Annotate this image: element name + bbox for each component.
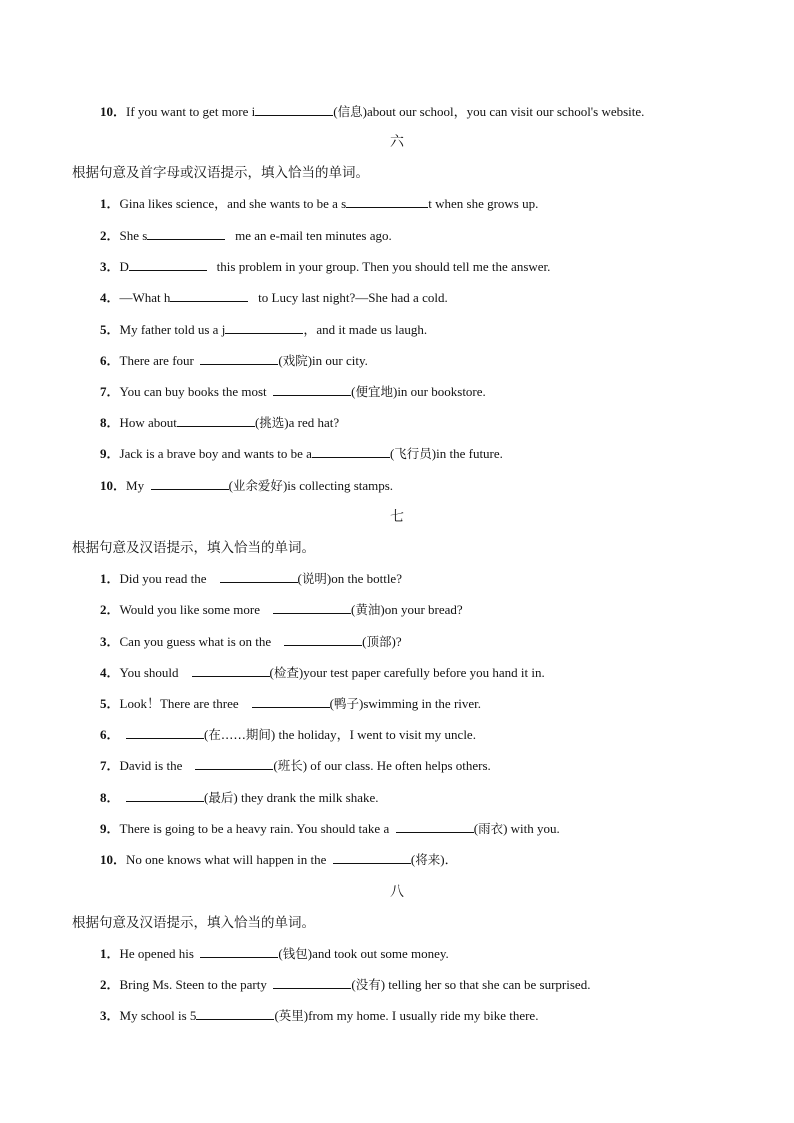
exercise-item: [100, 570, 402, 587]
exercise-item: [100, 945, 449, 962]
chinese-hint: 便宜地: [355, 384, 393, 399]
exercise-item: [100, 289, 448, 306]
exercise-item: [100, 103, 644, 120]
sentence-text: )is collecting stamps.: [282, 478, 394, 493]
sentence-text: There are four: [119, 353, 201, 368]
chinese-hint: 检查: [273, 665, 299, 680]
sentence-text: this problem in your group. Then you should tell me the answer.: [206, 259, 551, 274]
sentence-text: )on the bottle?: [326, 571, 402, 586]
answer-blank[interactable]: [126, 726, 204, 739]
item-number: 5．: [100, 322, 120, 337]
sentence-text: ) of our class. He often helps others.: [302, 758, 491, 773]
sentence-text: There is going to be a heavy rain. You should take a: [119, 821, 396, 836]
sentence-text: )about our school，you can visit our school's website.: [362, 104, 645, 119]
answer-blank[interactable]: [196, 1007, 274, 1020]
chinese-hint: 最后: [208, 790, 234, 805]
section-instruction: 根据句意及汉语提示，填入恰当的单词。: [72, 915, 315, 931]
sentence-text: (: [362, 634, 367, 649]
sentence-text: )in our city.: [307, 353, 368, 368]
item-number: 6．: [100, 353, 120, 368]
sentence-text: You can buy books the most: [119, 384, 274, 399]
sentence-text: t when she grows up.: [428, 196, 539, 211]
chinese-hint: 英里: [278, 1008, 304, 1023]
sentence-text: How about: [119, 415, 177, 430]
chinese-hint: 在……期间: [208, 727, 271, 742]
exercise-item: [100, 445, 503, 462]
chinese-hint: 钱包: [282, 946, 308, 961]
sentence-text: ) the holiday，I went to visit my uncle.: [270, 727, 476, 742]
chinese-hint: 雨衣: [478, 821, 504, 836]
exercise-item: [100, 1007, 538, 1024]
item-number: 10．: [100, 852, 127, 867]
sentence-text: (: [204, 790, 209, 805]
sentence-text: No one knows what will happen in the: [126, 852, 333, 867]
answer-blank[interactable]: [284, 633, 362, 646]
chinese-hint: 顶部: [366, 634, 392, 649]
item-number: 7．: [100, 384, 120, 399]
answer-blank[interactable]: [151, 477, 229, 490]
sentence-text: (: [473, 821, 479, 836]
chinese-hint: 黄油: [355, 602, 381, 617]
sentence-text: )?: [391, 634, 402, 649]
answer-blank[interactable]: [200, 352, 278, 365]
sentence-text: My school is 5: [119, 1008, 197, 1023]
item-number: 2．: [100, 602, 120, 617]
sentence-text: )your test paper carefully before you hand it in.: [298, 665, 545, 680]
sentence-text: (: [389, 446, 395, 461]
sentence-text: Bring Ms. Steen to the party: [119, 977, 274, 992]
item-number: 5．: [100, 696, 120, 711]
sentence-text: David is the: [119, 758, 196, 773]
item-number: 3．: [100, 1008, 120, 1023]
answer-blank[interactable]: [192, 664, 270, 677]
sentence-text: )in the future.: [431, 446, 503, 461]
chinese-hint: 说明: [301, 571, 327, 586]
sentence-text: )and took out some money.: [307, 946, 449, 961]
exercise-item: [100, 726, 476, 743]
sentence-text: (: [269, 665, 274, 680]
sentence-text: My: [126, 478, 151, 493]
sentence-text: )a red hat?: [284, 415, 340, 430]
sentence-text: (: [204, 727, 209, 742]
sentence-text: D: [119, 259, 129, 274]
item-number: 10．: [100, 104, 127, 119]
exercise-item: [100, 789, 379, 806]
exercise-item: [100, 633, 402, 650]
item-number: 3．: [100, 634, 120, 649]
item-number: 4．: [100, 290, 120, 305]
sentence-text: ) they drank the milk shake.: [233, 790, 379, 805]
exercise-item: [100, 414, 339, 431]
answer-blank[interactable]: [255, 103, 333, 116]
sentence-text: You should: [119, 665, 192, 680]
exercise-item: [100, 851, 458, 868]
answer-blank[interactable]: [170, 289, 248, 302]
sentence-text: )on your bread?: [380, 602, 463, 617]
exercise-item: [100, 757, 491, 774]
section-instruction: 根据句意及汉语提示，填入恰当的单词。: [72, 540, 315, 556]
sentence-text: (: [333, 104, 338, 119]
sentence-text: Look！There are three: [119, 696, 252, 711]
chinese-hint: 挑选: [259, 415, 285, 430]
sentence-text: Jack is a brave boy and wants to be a: [119, 446, 312, 461]
item-number: 9．: [100, 446, 120, 461]
item-number: 3．: [100, 259, 120, 274]
item-number: 1．: [100, 946, 120, 961]
answer-blank[interactable]: [312, 445, 390, 458]
item-number: 1．: [100, 196, 120, 211]
sentence-text: Can you guess what is on the: [119, 634, 285, 649]
exercise-item: [100, 383, 486, 400]
chinese-hint: 没有: [355, 977, 381, 992]
sentence-text: (: [351, 384, 356, 399]
answer-blank[interactable]: [346, 195, 428, 208]
sentence-text: —What h: [119, 290, 171, 305]
chinese-hint: 飞行员: [394, 446, 432, 461]
sentence-text: (: [274, 1008, 279, 1023]
sentence-text: Would you like some more: [119, 602, 274, 617]
answer-blank[interactable]: [177, 414, 255, 427]
sentence-text: My father told us a j: [119, 322, 226, 337]
sentence-text: (: [278, 946, 283, 961]
exercise-item: [100, 695, 481, 712]
sentence-text: to Lucy last night?—She had a cold.: [248, 290, 448, 305]
sentence-text: (: [278, 353, 283, 368]
sentence-text: He opened his: [119, 946, 201, 961]
answer-blank[interactable]: [220, 570, 298, 583]
chinese-hint: 业余爱好: [232, 478, 283, 493]
exercise-item: [100, 195, 538, 212]
exercise-item: [100, 601, 463, 618]
sentence-text: (: [351, 602, 356, 617]
section-heading: 八: [390, 884, 404, 900]
exercise-item: [100, 477, 393, 494]
exercise-item: [100, 321, 427, 338]
answer-blank[interactable]: [129, 258, 207, 271]
chinese-hint: 戏院: [282, 353, 308, 368]
sentence-text: )from my home. I usually ride my bike there.: [303, 1008, 539, 1023]
answer-blank[interactable]: [273, 976, 351, 989]
sentence-text: (: [254, 415, 260, 430]
exercise-item: [100, 227, 392, 244]
exercise-item: [100, 820, 560, 837]
sentence-text: (: [228, 478, 233, 493]
answer-blank[interactable]: [195, 757, 273, 770]
exercise-item: [100, 258, 550, 275]
sentence-text: She s: [119, 228, 148, 243]
section-heading: 六: [390, 134, 404, 150]
item-number: 6．: [100, 727, 120, 742]
chinese-hint: 将来: [415, 852, 441, 867]
answer-blank[interactable]: [273, 383, 351, 396]
exercise-item: [100, 352, 368, 369]
chinese-hint: 信息: [337, 104, 363, 119]
answer-blank[interactable]: [333, 851, 411, 864]
sentence-text: (: [410, 852, 416, 867]
item-number: 7．: [100, 758, 120, 773]
item-number: 2．: [100, 228, 120, 243]
sentence-text: me an e-mail ten minutes ago.: [225, 228, 392, 243]
sentence-text: )in our bookstore.: [392, 384, 486, 399]
answer-blank[interactable]: [200, 945, 278, 958]
sentence-text: ) with you.: [503, 821, 560, 836]
item-number: 8．: [100, 415, 120, 430]
section-instruction: 根据句意及首字母或汉语提示，填入恰当的单词。: [72, 165, 369, 181]
item-number: 4．: [100, 665, 120, 680]
answer-blank[interactable]: [225, 321, 303, 334]
item-number: 1．: [100, 571, 120, 586]
sentence-text: s: [341, 196, 347, 211]
item-number: 8．: [100, 790, 120, 805]
answer-blank[interactable]: [252, 695, 330, 708]
item-number: 9．: [100, 821, 120, 836]
answer-blank[interactable]: [396, 820, 474, 833]
answer-blank[interactable]: [273, 601, 351, 614]
exercise-item: [100, 664, 545, 681]
sentence-text: (: [351, 977, 356, 992]
chinese-hint: 鸭子: [333, 696, 359, 711]
answer-blank[interactable]: [126, 789, 204, 802]
sentence-text: If you want to get more i: [126, 104, 256, 119]
exercise-item: [100, 976, 590, 993]
sentence-text: Did you read the: [119, 571, 220, 586]
item-number: 2．: [100, 977, 120, 992]
sentence-text: ，and it made us laugh.: [303, 322, 428, 337]
sentence-text: )．: [440, 852, 458, 867]
answer-blank[interactable]: [147, 227, 225, 240]
sentence-text: Gina likes science，and she wants to be a: [119, 196, 342, 211]
section-heading: 七: [390, 509, 404, 525]
sentence-text: (: [329, 696, 334, 711]
item-number: 10．: [100, 478, 127, 493]
sentence-text: ) telling her so that she can be surprised.: [380, 977, 591, 992]
sentence-text: (: [297, 571, 302, 586]
chinese-hint: 班长: [277, 758, 303, 773]
sentence-text: )swimming in the river.: [358, 696, 482, 711]
sentence-text: (: [273, 758, 278, 773]
